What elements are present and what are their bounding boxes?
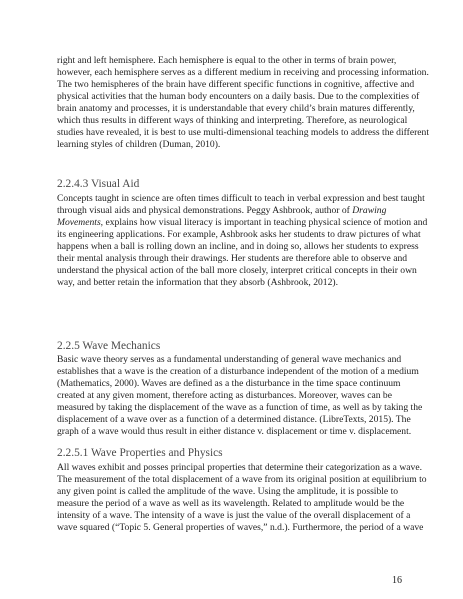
section-heading-visual-aid: 2.2.4.3 Visual Aid [57, 178, 140, 190]
text-line: understand the physical action of the ball more closely, interpret critical concepts in their own [57, 265, 417, 276]
text-line: graph of a wave would thus result in either distance v. displacement or time v. displacement. [57, 426, 412, 437]
text-line: their mental analysis through their drawings. Her students are therefore able to observe and [57, 253, 408, 264]
text-line: measured by taking the displacement of the wave as a function of time, as well as by taking the [57, 402, 423, 413]
text-line: Basic wave theory serves as a fundamental understanding of general wave mechanics and [57, 354, 402, 365]
text-line: happens when a ball is rolling down an incline, and in doing so, allows her students to express [57, 241, 419, 252]
text-line: intensity of a wave. The intensity of a wave is just the value of the overall displacement of a [57, 510, 411, 521]
text-line: brain anatomy and processes, it is understandable that every child’s brain matures differently, [57, 103, 415, 114]
text-line: studies have revealed, it is best to use multi-dimensional teaching models to address the different [57, 127, 430, 138]
section-heading-wave-mechanics: 2.2.5 Wave Mechanics [57, 340, 161, 352]
text-line: All waves exhibit and posses principal properties that determine their categorization as a wave. [57, 462, 422, 473]
text-line: created at any given moment, therefore acting as disturbances. Moreover, waves can be [57, 390, 392, 401]
text-line: The measurement of the total displacement of a wave from its original position at equilibrium to [57, 474, 427, 485]
text-line: physical activities that the human body encounters on a daily basis. Due to the complexities of [57, 91, 420, 102]
text-line: which thus results in different ways of thinking and interpreting. Therefore, as neurological [57, 115, 408, 126]
text-line: right and left hemisphere. Each hemisphere is equal to the other in terms of brain power, [57, 55, 397, 66]
text-line [57, 205, 386, 217]
text-line: measure the period of a wave as well as its wavelength. Related to amplitude would be the [57, 498, 405, 509]
text-line: way, and better retain the information that they absorb (Ashbrook, 2012). [57, 277, 338, 288]
book-title-italic: Drawing [352, 205, 387, 216]
text-span: explains how visual literacy is important in teaching physical science of motion and [103, 217, 428, 228]
text-line: learning styles of children (Duman, 2010). [57, 139, 221, 150]
book-title-italic: Movements, [57, 217, 104, 228]
section-heading-wave-properties: 2.2.5.1 Wave Properties and Physics [57, 447, 223, 459]
text-line: its engineering applications. For example, Ashbrook asks her students to draw pictures of what [57, 229, 421, 240]
text-line: however, each hemisphere serves as a different medium in receiving and processing information. [57, 67, 429, 78]
page-number: 16 [392, 575, 402, 586]
text-span: through visual aids and physical demonstrations. Peggy Ashbrook, author of [57, 205, 350, 216]
text-line: wave squared (“Topic 5. General properties of waves,” n.d.). Furthermore, the period of a wave [57, 522, 424, 533]
text-line: (Mathematics, 2000). Waves are defined as a the disturbance in the time space continuum [57, 378, 401, 389]
text-line: Concepts taught in science are often times difficult to teach in verbal expression and best taught [57, 193, 425, 204]
text-line: any given point is called the amplitude of the wave. Using the amplitude, it is possible to [57, 486, 399, 497]
text-line: The two hemispheres of the brain have different specific functions in cognitive, affective and [57, 79, 415, 90]
text-line: establishes that a wave is the creation of a disturbance independent of the motion of a medium [57, 366, 419, 377]
text-line: displacement of a wave over as a function of a determined distance. (LibreTexts, 2015). The [57, 414, 411, 425]
text-line [57, 217, 427, 229]
